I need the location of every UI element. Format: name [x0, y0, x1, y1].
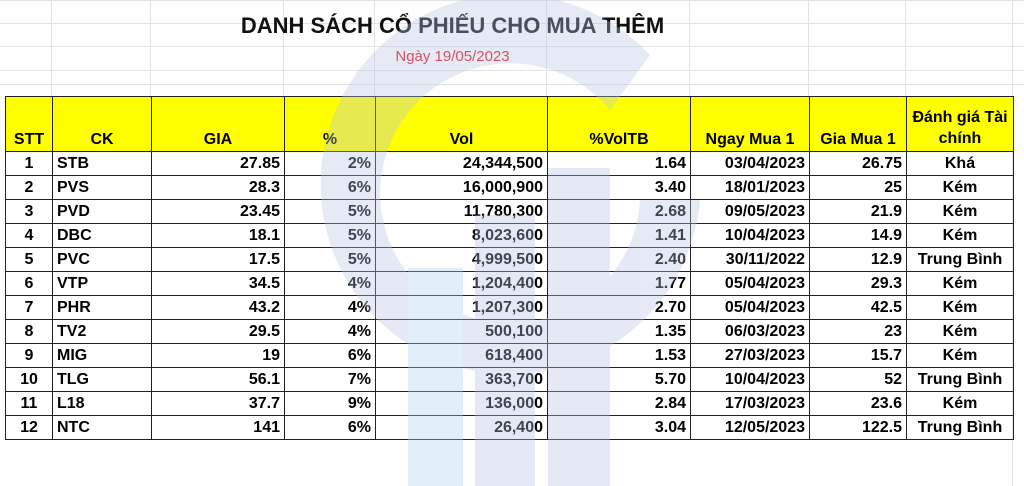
table-row — [6, 200, 1014, 224]
cell-voltb[interactable]: 1.64 — [548, 152, 691, 176]
cell-vol[interactable]: 363,700 — [376, 368, 548, 392]
cell-ck[interactable]: PVS — [53, 176, 152, 200]
cell-ck[interactable]: L18 — [53, 392, 152, 416]
table-row — [6, 296, 1014, 320]
cell-voltb[interactable]: 2.68 — [548, 200, 691, 224]
cell-stt[interactable]: 8 — [6, 320, 53, 344]
cell-gia[interactable]: 34.5 — [152, 272, 285, 296]
cell-pct[interactable]: 5% — [285, 224, 376, 248]
col-header-vol[interactable]: Vol — [376, 97, 548, 152]
cell-gia[interactable]: 28.3 — [152, 176, 285, 200]
table-row — [6, 344, 1014, 368]
cell-pct[interactable]: 4% — [285, 296, 376, 320]
cell-danh-gia[interactable]: Kém — [907, 272, 1014, 296]
cell-vol[interactable]: 16,000,900 — [376, 176, 548, 200]
cell-stt[interactable]: 6 — [6, 272, 53, 296]
cell-vol[interactable]: 1,207,300 — [376, 296, 548, 320]
table-row — [6, 224, 1014, 248]
cell-ngay-mua[interactable]: 18/01/2023 — [691, 176, 810, 200]
cell-gia-mua[interactable]: 29.3 — [810, 272, 907, 296]
table-row — [6, 248, 1014, 272]
cell-gia[interactable]: 17.5 — [152, 248, 285, 272]
cell-danh-gia[interactable]: Kém — [907, 320, 1014, 344]
cell-pct[interactable]: 4% — [285, 272, 376, 296]
cell-danh-gia[interactable]: Kém — [907, 176, 1014, 200]
cell-pct[interactable]: 5% — [285, 200, 376, 224]
cell-danh-gia[interactable]: Kém — [907, 392, 1014, 416]
cell-gia-mua[interactable]: 42.5 — [810, 296, 907, 320]
cell-pct[interactable]: 9% — [285, 392, 376, 416]
cell-pct[interactable]: 5% — [285, 248, 376, 272]
cell-voltb[interactable]: 1.35 — [548, 320, 691, 344]
cell-pct[interactable]: 7% — [285, 368, 376, 392]
cell-ck[interactable]: PVD — [53, 200, 152, 224]
cell-ngay-mua[interactable]: 10/04/2023 — [691, 224, 810, 248]
cell-gia-mua[interactable]: 23 — [810, 320, 907, 344]
col-header-voltb[interactable]: %VolTB — [548, 97, 691, 152]
cell-stt[interactable]: 7 — [6, 296, 53, 320]
cell-ngay-mua[interactable]: 30/11/2022 — [691, 248, 810, 272]
cell-ck[interactable]: TV2 — [53, 320, 152, 344]
cell-ngay-mua[interactable]: 12/05/2023 — [691, 416, 810, 440]
cell-stt[interactable]: 12 — [6, 416, 53, 440]
cell-ck[interactable]: PHR — [53, 296, 152, 320]
cell-stt[interactable]: 9 — [6, 344, 53, 368]
cell-voltb[interactable]: 2.70 — [548, 296, 691, 320]
cell-gia[interactable]: 37.7 — [152, 392, 285, 416]
col-header-stt[interactable]: STT — [6, 97, 53, 152]
cell-stt[interactable]: 10 — [6, 368, 53, 392]
cell-danh-gia[interactable]: Trung Bình — [907, 368, 1014, 392]
table-row — [6, 152, 1014, 176]
cell-gia-mua[interactable]: 25 — [810, 176, 907, 200]
cell-stt[interactable]: 1 — [6, 152, 53, 176]
cell-vol[interactable]: 11,780,300 — [376, 200, 548, 224]
cell-stt[interactable]: 5 — [6, 248, 53, 272]
cell-gia-mua[interactable]: 26.75 — [810, 152, 907, 176]
cell-ngay-mua[interactable]: 17/03/2023 — [691, 392, 810, 416]
cell-ngay-mua[interactable]: 05/04/2023 — [691, 272, 810, 296]
cell-ck[interactable]: VTP — [53, 272, 152, 296]
cell-voltb[interactable]: 3.04 — [548, 416, 691, 440]
cell-gia[interactable]: 141 — [152, 416, 285, 440]
col-header-danh-gia[interactable]: Đánh giá Tài chính — [907, 97, 1014, 152]
cell-gia[interactable]: 23.45 — [152, 200, 285, 224]
cell-ck[interactable]: MIG — [53, 344, 152, 368]
cell-danh-gia[interactable]: Khá — [907, 152, 1014, 176]
cell-ck[interactable]: DBC — [53, 224, 152, 248]
cell-pct[interactable]: 4% — [285, 320, 376, 344]
cell-stt[interactable]: 3 — [6, 200, 53, 224]
cell-pct[interactable]: 6% — [285, 344, 376, 368]
cell-pct[interactable]: 6% — [285, 176, 376, 200]
cell-gia-mua[interactable]: 15.7 — [810, 344, 907, 368]
cell-gia-mua[interactable]: 12.9 — [810, 248, 907, 272]
cell-stt[interactable]: 2 — [6, 176, 53, 200]
cell-voltb[interactable]: 1.53 — [548, 344, 691, 368]
cell-gia[interactable]: 56.1 — [152, 368, 285, 392]
cell-vol[interactable]: 26,400 — [376, 416, 548, 440]
cell-gia[interactable]: 27.85 — [152, 152, 285, 176]
col-header-gia[interactable]: GIA — [152, 97, 285, 152]
col-header-gia-mua[interactable]: Gia Mua 1 — [810, 97, 907, 152]
cell-danh-gia[interactable]: Kém — [907, 344, 1014, 368]
cell-ck[interactable]: STB — [53, 152, 152, 176]
cell-ngay-mua[interactable]: 05/04/2023 — [691, 296, 810, 320]
cell-ngay-mua[interactable]: 03/04/2023 — [691, 152, 810, 176]
cell-vol[interactable]: 618,400 — [376, 344, 548, 368]
header-row — [6, 97, 1014, 152]
cell-vol[interactable]: 500,100 — [376, 320, 548, 344]
cell-gia-mua[interactable]: 122.5 — [810, 416, 907, 440]
sheet-date: Ngày 19/05/2023 — [395, 48, 510, 65]
cell-pct[interactable]: 2% — [285, 152, 376, 176]
table-body — [6, 152, 1014, 440]
cell-danh-gia[interactable]: Trung Bình — [907, 416, 1014, 440]
cell-ck[interactable]: NTC — [53, 416, 152, 440]
col-header-pct[interactable]: % — [285, 97, 376, 152]
table-row — [6, 368, 1014, 392]
cell-voltb[interactable]: 2.40 — [548, 248, 691, 272]
cell-voltb[interactable]: 2.84 — [548, 392, 691, 416]
table-row — [6, 416, 1014, 440]
cell-ck[interactable]: TLG — [53, 368, 152, 392]
cell-gia-mua[interactable]: 14.9 — [810, 224, 907, 248]
cell-gia[interactable]: 19 — [152, 344, 285, 368]
cell-stt[interactable]: 11 — [6, 392, 53, 416]
cell-voltb[interactable]: 5.70 — [548, 368, 691, 392]
cell-stt[interactable]: 4 — [6, 224, 53, 248]
stock-table — [5, 96, 1014, 440]
cell-ngay-mua[interactable]: 27/03/2023 — [691, 344, 810, 368]
cell-vol[interactable]: 1,204,400 — [376, 272, 548, 296]
table-row — [6, 320, 1014, 344]
cell-gia[interactable]: 29.5 — [152, 320, 285, 344]
cell-vol[interactable]: 136,000 — [376, 392, 548, 416]
cell-voltb[interactable]: 1.77 — [548, 272, 691, 296]
cell-voltb[interactable]: 3.40 — [548, 176, 691, 200]
cell-vol[interactable]: 4,999,500 — [376, 248, 548, 272]
table-row — [6, 392, 1014, 416]
col-header-ck[interactable]: CK — [53, 97, 152, 152]
cell-ngay-mua[interactable]: 10/04/2023 — [691, 368, 810, 392]
cell-gia-mua[interactable]: 52 — [810, 368, 907, 392]
cell-ck[interactable]: PVC — [53, 248, 152, 272]
cell-gia[interactable]: 43.2 — [152, 296, 285, 320]
cell-danh-gia[interactable]: Kém — [907, 296, 1014, 320]
cell-ngay-mua[interactable]: 09/05/2023 — [691, 200, 810, 224]
cell-danh-gia[interactable]: Kém — [907, 200, 1014, 224]
cell-pct[interactable]: 6% — [285, 416, 376, 440]
cell-vol[interactable]: 24,344,500 — [376, 152, 548, 176]
sheet-title: DANH SÁCH CỔ PHIẾU CHO MUA THÊM — [240, 13, 665, 38]
cell-vol[interactable]: 8,023,600 — [376, 224, 548, 248]
cell-gia[interactable]: 18.1 — [152, 224, 285, 248]
table-row — [6, 176, 1014, 200]
table-row — [6, 272, 1014, 296]
cell-gia-mua[interactable]: 21.9 — [810, 200, 907, 224]
cell-gia-mua[interactable]: 23.6 — [810, 392, 907, 416]
cell-danh-gia[interactable]: Kém — [907, 224, 1014, 248]
cell-danh-gia[interactable]: Trung Bình — [907, 248, 1014, 272]
cell-ngay-mua[interactable]: 06/03/2023 — [691, 320, 810, 344]
col-header-ngay-mua[interactable]: Ngay Mua 1 — [691, 97, 810, 152]
cell-voltb[interactable]: 1.41 — [548, 224, 691, 248]
